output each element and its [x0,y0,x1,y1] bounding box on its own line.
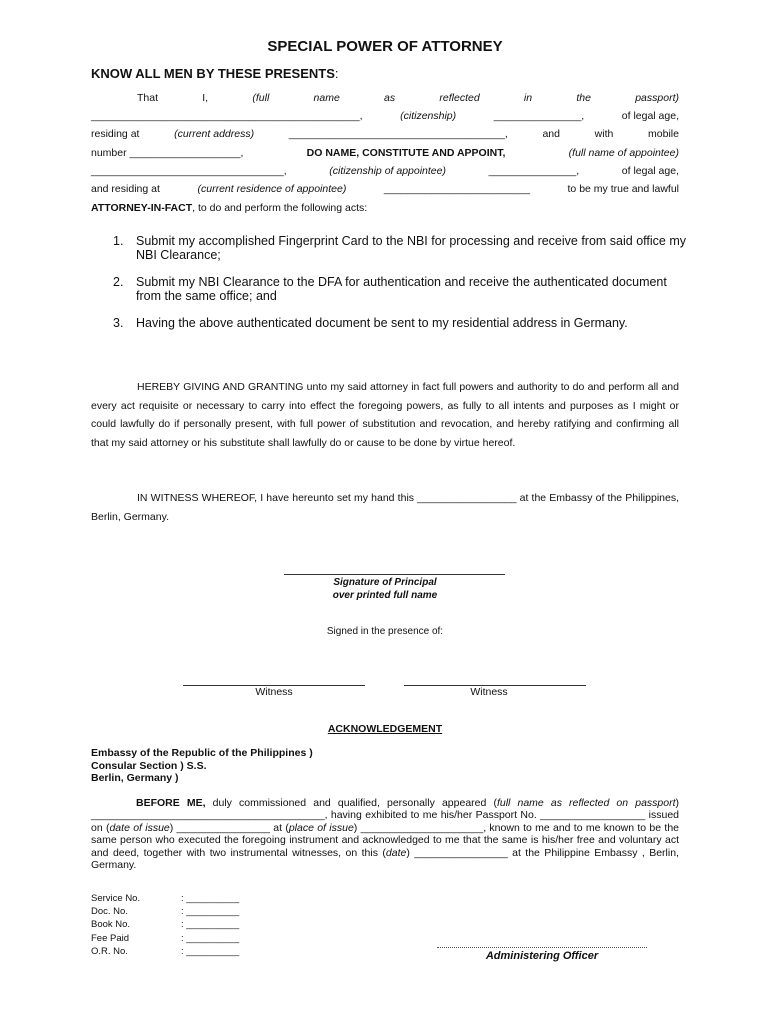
legal-age-text: of legal age, [621,110,679,122]
venue-line-2: Consular Section ) S.S. [91,759,207,772]
acknowledgement-body [91,797,679,871]
name-blank: ______________________________________________, [91,110,363,122]
record-label: O.R. No. [91,945,128,957]
intro-line-4 [91,147,679,159]
record-value: : __________ [181,932,240,944]
mobile-number-blank: number ___________________, [91,147,244,159]
act-text: Submit my accomplished Fingerprint Card to the NBI for processing and receive from said office my NBI Clearance; [136,234,686,262]
intro-word: passport) [635,92,679,104]
ack-date-issue-label: date of issue [109,821,170,834]
appointee-legal-age-text: of legal age, [621,165,679,177]
intro-line-3 [91,128,679,140]
intro-word: name [313,92,340,104]
document-title: SPECIAL POWER OF ATTORNEY [267,38,503,55]
residing-at-text: residing at [91,128,140,140]
notarial-records [91,892,239,958]
appointee-residence-label: (current residence of appointee) [197,183,347,195]
ack-full-name-label: full name as reflected on passport [496,797,676,809]
appointee-citizenship-label: (citizenship of appointee) [329,165,446,177]
appoint-clause: DO NAME, CONSTITUTE AND APPOINT, [306,147,506,159]
ack-place-issue-label: place of issue [288,821,354,834]
ack-date-label: date [385,846,407,859]
acknowledgement-title: ACKNOWLEDGEMENT [327,723,443,735]
record-label: Fee Paid [91,932,130,944]
intro-word: in [523,92,533,104]
intro-word: the [576,92,591,104]
intro-word: (full [252,92,270,104]
record-row [91,905,239,918]
citizenship-blank: _______________, [493,110,585,122]
mobile-text: mobile [648,128,679,140]
intro-line-1 [137,92,679,104]
appointee-name-blank: _________________________________, [91,165,287,177]
ack-body-part: ) ________________________________________, having exhibited to me his/her Passport No. __________________ issued on ( [91,797,679,834]
signature-caption-line-1: Signature of Principal [333,577,437,588]
record-label: Service No. [91,893,141,904]
intro-word: That [137,92,159,104]
know-all-heading [91,66,339,81]
intro-line-6 [91,183,679,195]
record-row [91,945,239,958]
intro-line-7 [91,202,367,214]
ack-body-part: ) _____________________, known to me and to me known to be the same person who executed the foregoing instrument and acknowledged to me that the same is his/her free and voluntary act and deed, together with two instrumental witnesses, on this ( [91,821,679,859]
venue-line-3: Berlin, Germany ) [91,772,179,784]
citizenship-label: (citizenship) [400,110,457,122]
record-row [91,918,239,931]
act-text: Having the above authenticated document be sent to my residential address in Germany. [136,316,628,330]
current-address-label: (current address) [174,128,255,140]
with-text: with [594,128,614,140]
true-lawful-text: to be my true and lawful [567,183,679,195]
witness-2-label: Witness [470,686,508,698]
perform-acts-text: , to do and perform the following acts: [192,202,368,214]
act-text: Submit my NBI Clearance to the DFA for authentication and receive the authenticated document from the same office; and [136,275,667,303]
ack-body-part: ) ________________ at the Philippine Embassy , Berlin, Germany. [91,846,679,872]
before-me-text: BEFORE ME, [136,797,206,809]
witness-clause: IN WITNESS WHEREOF, I have hereunto set my hand this _________________ at the Embassy of the Philippines, Berlin, Germany. [91,492,679,523]
administering-officer-label: Administering Officer [485,950,599,962]
intro-line-2 [91,110,679,122]
know-all-text: KNOW ALL MEN BY THESE PRESENTS [91,66,335,81]
know-all-colon: : [334,66,339,81]
signed-presence-text: Signed in the presence of: [326,626,444,637]
principal-signature-line [284,574,505,575]
officer-signature-line [437,947,647,948]
venue-line-1: Embassy of the Republic of the Philippines ) [91,747,313,759]
appointee-name-label: (full name of appointee) [568,147,679,159]
address-blank: _____________________________________, [288,128,508,140]
appointee-citizenship-blank: _______________, [488,165,580,177]
intro-word: reflected [439,92,480,104]
attorney-in-fact-text: ATTORNEY-IN-FACT [91,202,193,214]
record-value: : __________ [181,919,240,931]
intro-line-5 [91,165,679,177]
intro-word: I, [202,92,209,104]
ack-body-part: ) ________________ at ( [169,821,289,834]
record-label: Doc. No. [91,906,128,918]
and-residing-text: and residing at [91,183,160,195]
appointee-residence-blank: _________________________ [383,183,530,195]
principal-signature-caption [0,577,770,602]
intro-word: as [384,92,396,104]
record-row [91,892,239,905]
and-text: and [542,128,560,140]
venue-block [91,747,313,785]
signature-caption-line-2: over printed full name [332,589,438,601]
witness-1-label: Witness [255,686,293,698]
act-number: 1. [113,234,124,248]
hereby-paragraph: HEREBY GIVING AND GRANTING unto my said attorney in fact full powers and authority to do and perform all and every act requisite or necessary to carry into effect the foregoing powers, as fully to all intents and purposes as I might or could lawfully do if personally present, with full power of substitution and revocation, and hereby ratifying and confirming all that my said attorney or his substitute shall lawfully do or cause to be done by virtue hereof. [91,381,679,449]
record-value: : __________ [181,906,240,918]
record-label: Book No. [91,919,131,931]
record-row [91,932,239,945]
act-number: 3. [113,316,124,330]
act-number: 2. [113,275,124,289]
record-value: : __________ [181,893,240,904]
record-value: : __________ [181,945,240,957]
ack-body-part: duly commissioned and qualified, personally appeared ( [205,797,497,809]
